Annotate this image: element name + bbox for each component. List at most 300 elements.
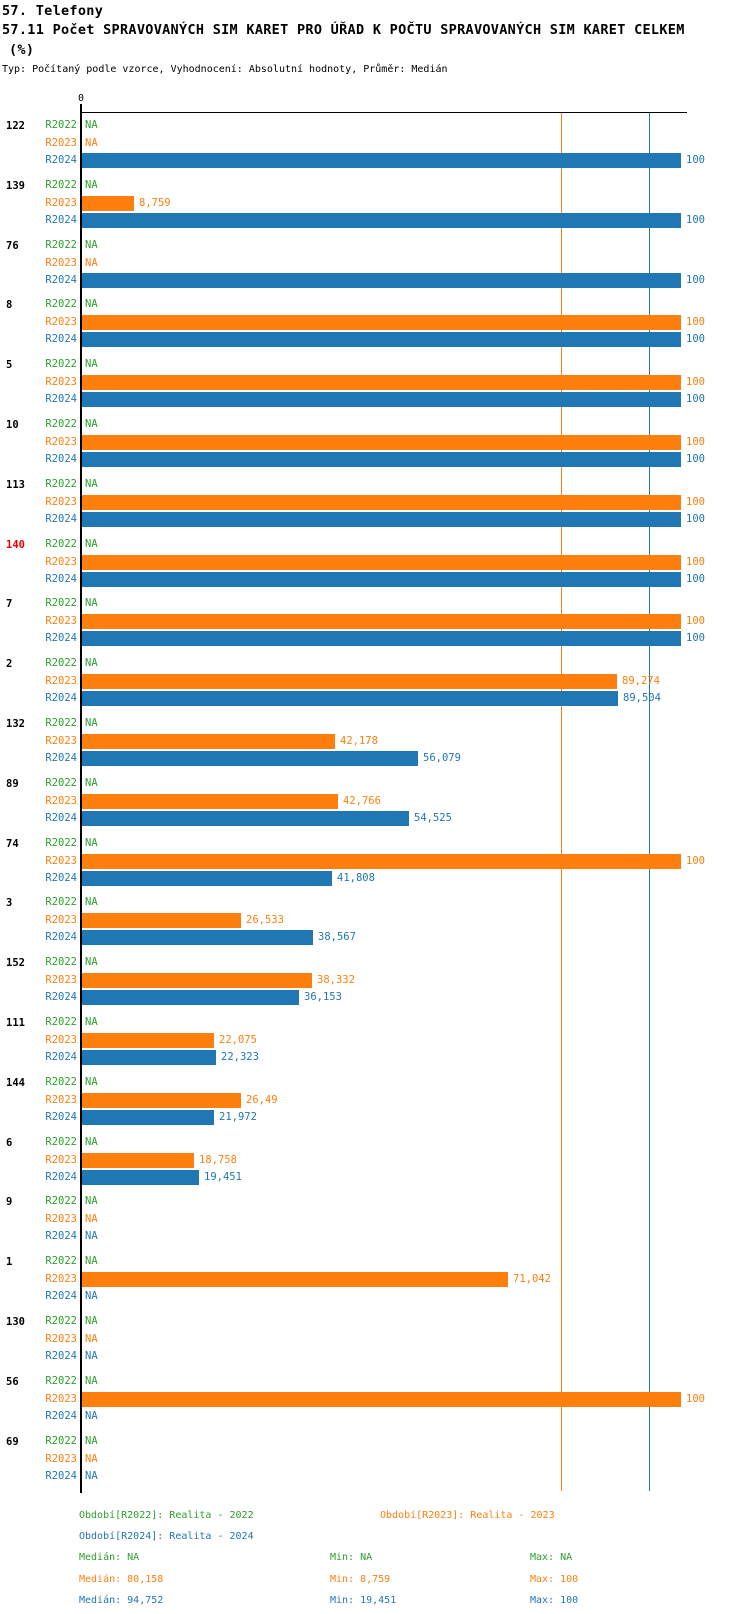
bar-row-R2024	[0, 392, 750, 407]
bar-row-R2023	[0, 794, 750, 809]
na-label: NA	[85, 1453, 98, 1465]
group-id-label: 3	[6, 897, 13, 909]
bar-row-R2023	[0, 1033, 750, 1048]
group-id-label: 1	[6, 1256, 13, 1268]
value-label: 21,972	[219, 1111, 257, 1123]
bar-row-R2024	[0, 751, 750, 766]
value-bar	[82, 1093, 241, 1108]
na-label: NA	[85, 1435, 98, 1447]
year-tick-label: R2023	[45, 197, 77, 209]
value-bar	[82, 871, 332, 886]
year-tick-label: R2023	[45, 1453, 77, 1465]
bar-row-R2024	[0, 1050, 750, 1065]
year-tick-label: R2022	[45, 837, 77, 849]
value-bar	[82, 1392, 681, 1407]
bar-row-R2024	[0, 1349, 750, 1364]
value-label: 41,808	[337, 872, 375, 884]
year-tick-label: R2022	[45, 1375, 77, 1387]
bar-row-R2024	[0, 1289, 750, 1304]
value-bar	[82, 691, 618, 706]
bar-row-R2022	[0, 1075, 750, 1090]
group-id-label: 9	[6, 1196, 13, 1208]
bar-group-144	[0, 1075, 750, 1127]
value-bar	[82, 751, 418, 766]
bar-group-74	[0, 836, 750, 888]
na-label: NA	[85, 179, 98, 191]
bar-row-R2022	[0, 1135, 750, 1150]
value-label: 100	[686, 376, 705, 388]
group-id-label: 8	[6, 299, 13, 311]
bar-row-R2022	[0, 118, 750, 133]
value-bar	[82, 913, 241, 928]
bar-group-8	[0, 297, 750, 349]
value-label: 100	[686, 316, 705, 328]
value-bar	[82, 1033, 214, 1048]
year-tick-label: R2023	[45, 556, 77, 568]
bar-row-R2023	[0, 435, 750, 450]
na-label: NA	[85, 597, 98, 609]
bar-group-2	[0, 656, 750, 708]
na-label: NA	[85, 1350, 98, 1362]
na-label: NA	[85, 1290, 98, 1302]
bar-row-R2024	[0, 691, 750, 706]
value-label: 100	[686, 513, 705, 525]
year-tick-label: R2023	[45, 1333, 77, 1345]
bar-row-R2023	[0, 854, 750, 869]
value-bar	[82, 572, 681, 587]
bar-group-111	[0, 1015, 750, 1067]
value-bar	[82, 153, 681, 168]
year-tick-label: R2022	[45, 717, 77, 729]
na-label: NA	[85, 717, 98, 729]
year-tick-label: R2024	[45, 1051, 77, 1063]
stat-max-R2024: Max: 100	[530, 1595, 579, 1606]
bar-row-R2022	[0, 1314, 750, 1329]
stat-max-R2023: Max: 100	[530, 1573, 579, 1585]
group-id-label: 10	[6, 419, 19, 431]
year-tick-label: R2022	[45, 1435, 77, 1447]
value-bar	[82, 495, 681, 510]
year-tick-label: R2022	[45, 119, 77, 131]
group-id-label: 89	[6, 778, 19, 790]
value-bar	[82, 1272, 508, 1287]
value-label: 56,079	[423, 752, 461, 764]
year-tick-label: R2023	[45, 1213, 77, 1225]
value-label: 38,332	[317, 974, 355, 986]
stat-max-R2022: Max: NA	[530, 1552, 573, 1563]
bar-row-R2023	[0, 495, 750, 510]
value-label: 100	[686, 632, 705, 644]
bar-row-R2024	[0, 512, 750, 527]
bar-group-10	[0, 417, 750, 469]
value-bar	[82, 452, 681, 467]
year-tick-label: R2023	[45, 496, 77, 508]
bar-row-R2024	[0, 811, 750, 826]
bar-group-3	[0, 895, 750, 947]
bar-row-R2024	[0, 572, 750, 587]
na-label: NA	[85, 657, 98, 669]
na-label: NA	[85, 418, 98, 430]
group-id-label: 132	[6, 718, 25, 730]
value-label: 100	[686, 214, 705, 226]
value-bar	[82, 734, 335, 749]
value-label: 54,525	[414, 812, 452, 824]
bar-row-R2022	[0, 716, 750, 731]
year-tick-label: R2024	[45, 1111, 77, 1123]
value-label: 71,042	[513, 1273, 551, 1285]
stat-median-R2022: Medián: NA	[79, 1552, 140, 1563]
bar-row-R2022	[0, 537, 750, 552]
page-title: 57. Telefony	[2, 3, 104, 19]
value-label: 100	[686, 453, 705, 465]
chart-title-unit: (%)	[9, 42, 35, 58]
value-bar	[82, 1110, 214, 1125]
bar-group-69	[0, 1434, 750, 1486]
year-tick-label: R2024	[45, 931, 77, 943]
year-tick-label: R2022	[45, 358, 77, 370]
year-tick-label: R2022	[45, 478, 77, 490]
year-tick-label: R2023	[45, 1034, 77, 1046]
value-label: 100	[686, 573, 705, 585]
value-label: 18,758	[199, 1154, 237, 1166]
stat-median-R2024: Medián: 94,752	[79, 1595, 164, 1606]
year-tick-label: R2024	[45, 991, 77, 1003]
year-tick-label: R2024	[45, 214, 77, 226]
na-label: NA	[85, 137, 98, 149]
year-tick-label: R2024	[45, 1350, 77, 1362]
year-tick-label: R2022	[45, 1315, 77, 1327]
na-label: NA	[85, 1136, 98, 1148]
na-label: NA	[85, 358, 98, 370]
value-label: 26,533	[246, 914, 284, 926]
group-id-label: 122	[6, 120, 25, 132]
bar-group-140	[0, 537, 750, 589]
stat-median-R2023: Medián: 80,158	[79, 1573, 164, 1585]
bar-group-9	[0, 1194, 750, 1246]
na-label: NA	[85, 1195, 98, 1207]
bar-row-R2024	[0, 990, 750, 1005]
na-label: NA	[85, 538, 98, 550]
group-id-label: 130	[6, 1316, 25, 1328]
value-label: 100	[686, 154, 705, 166]
group-id-label: 76	[6, 240, 19, 252]
value-label: 36,153	[304, 991, 342, 1003]
na-label: NA	[85, 1230, 98, 1242]
stat-min-R2022: Min: NA	[330, 1552, 373, 1563]
bar-row-R2024	[0, 1469, 750, 1484]
value-label: 19,451	[204, 1171, 242, 1183]
value-bar	[82, 614, 681, 629]
bar-row-R2023	[0, 196, 750, 211]
year-tick-label: R2022	[45, 418, 77, 430]
bar-row-R2022	[0, 178, 750, 193]
year-tick-label: R2024	[45, 513, 77, 525]
na-label: NA	[85, 239, 98, 251]
value-bar	[82, 196, 134, 211]
value-label: 100	[686, 615, 705, 627]
value-bar	[82, 213, 681, 228]
year-tick-label: R2023	[45, 316, 77, 328]
bar-row-R2024	[0, 213, 750, 228]
bar-row-R2024	[0, 631, 750, 646]
year-tick-label: R2022	[45, 179, 77, 191]
year-tick-label: R2024	[45, 573, 77, 585]
group-id-label: 139	[6, 180, 25, 192]
year-tick-label: R2023	[45, 974, 77, 986]
bar-row-R2023	[0, 973, 750, 988]
bar-row-R2022	[0, 1015, 750, 1030]
year-tick-label: R2022	[45, 1195, 77, 1207]
bar-row-R2024	[0, 153, 750, 168]
bar-rows-container	[0, 118, 750, 1508]
year-tick-label: R2022	[45, 1255, 77, 1267]
year-tick-label: R2024	[45, 752, 77, 764]
value-bar	[82, 811, 409, 826]
bar-row-R2022	[0, 895, 750, 910]
year-tick-label: R2023	[45, 615, 77, 627]
na-label: NA	[85, 1375, 98, 1387]
na-label: NA	[85, 1333, 98, 1345]
x-axis-line	[81, 112, 687, 113]
value-label: 26,49	[246, 1094, 278, 1106]
group-id-label: 152	[6, 957, 25, 969]
value-label: 8,759	[139, 197, 171, 209]
na-label: NA	[85, 1470, 98, 1482]
value-label: 100	[686, 274, 705, 286]
year-tick-label: R2024	[45, 453, 77, 465]
value-label: 42,178	[340, 735, 378, 747]
value-bar	[82, 854, 681, 869]
na-label: NA	[85, 896, 98, 908]
year-tick-label: R2024	[45, 1171, 77, 1183]
legend-period-R2023: Období[R2023]: Realita - 2023	[380, 1510, 555, 1521]
value-label: 100	[686, 855, 705, 867]
value-bar	[82, 930, 313, 945]
group-id-label: 5	[6, 359, 13, 371]
year-tick-label: R2024	[45, 692, 77, 704]
year-tick-label: R2022	[45, 298, 77, 310]
legend-period-R2022: Období[R2022]: Realita - 2022	[79, 1510, 254, 1521]
value-label: 89,274	[622, 675, 660, 687]
year-tick-label: R2022	[45, 777, 77, 789]
legend-period-R2024: Období[R2024]: Realita - 2024	[79, 1531, 254, 1542]
year-tick-label: R2023	[45, 1154, 77, 1166]
bar-row-R2022	[0, 357, 750, 372]
na-label: NA	[85, 478, 98, 490]
year-tick-label: R2022	[45, 597, 77, 609]
bar-row-R2023	[0, 136, 750, 151]
bar-row-R2022	[0, 1434, 750, 1449]
group-id-label: 56	[6, 1376, 19, 1388]
year-tick-label: R2024	[45, 1410, 77, 1422]
year-tick-label: R2023	[45, 1273, 77, 1285]
value-bar	[82, 973, 312, 988]
year-tick-label: R2024	[45, 274, 77, 286]
na-label: NA	[85, 119, 98, 131]
na-label: NA	[85, 1213, 98, 1225]
bar-row-R2022	[0, 596, 750, 611]
na-label: NA	[85, 1076, 98, 1088]
chart-meta-line: Typ: Počítaný podle vzorce, Vyhodnocení: Absolutní hodnoty, Průměr: Medián	[2, 64, 448, 75]
bar-group-132	[0, 716, 750, 768]
value-label: 100	[686, 393, 705, 405]
value-bar	[82, 631, 681, 646]
group-id-label: 7	[6, 598, 13, 610]
bar-row-R2022	[0, 656, 750, 671]
group-id-label: 2	[6, 658, 13, 670]
group-id-label: 144	[6, 1077, 25, 1089]
group-id-label: 140	[6, 539, 25, 551]
bar-group-152	[0, 955, 750, 1007]
year-tick-label: R2024	[45, 333, 77, 345]
bar-row-R2022	[0, 1254, 750, 1269]
bar-row-R2024	[0, 1110, 750, 1125]
year-tick-label: R2024	[45, 632, 77, 644]
bar-group-56	[0, 1374, 750, 1426]
value-label: 89,504	[623, 692, 661, 704]
group-id-label: 74	[6, 838, 19, 850]
bar-group-113	[0, 477, 750, 529]
year-tick-label: R2024	[45, 872, 77, 884]
value-label: 100	[686, 436, 705, 448]
bar-row-R2022	[0, 776, 750, 791]
bar-row-R2024	[0, 930, 750, 945]
na-label: NA	[85, 1410, 98, 1422]
bar-group-76	[0, 238, 750, 290]
group-id-label: 69	[6, 1436, 19, 1448]
bar-row-R2024	[0, 452, 750, 467]
group-id-label: 6	[6, 1137, 13, 1149]
bar-row-R2022	[0, 297, 750, 312]
bar-row-R2023	[0, 315, 750, 330]
value-bar	[82, 794, 338, 809]
bar-row-R2023	[0, 1392, 750, 1407]
value-bar	[82, 990, 299, 1005]
bar-group-122	[0, 118, 750, 170]
value-label: 100	[686, 556, 705, 568]
year-tick-label: R2022	[45, 239, 77, 251]
year-tick-label: R2023	[45, 675, 77, 687]
bar-row-R2023	[0, 256, 750, 271]
bar-group-7	[0, 596, 750, 648]
bar-row-R2024	[0, 1409, 750, 1424]
year-tick-label: R2023	[45, 855, 77, 867]
group-id-label: 111	[6, 1017, 25, 1029]
year-tick-label: R2022	[45, 1076, 77, 1088]
value-bar	[82, 332, 681, 347]
year-tick-label: R2023	[45, 376, 77, 388]
na-label: NA	[85, 298, 98, 310]
value-label: 22,323	[221, 1051, 259, 1063]
year-tick-label: R2022	[45, 538, 77, 550]
year-tick-label: R2024	[45, 1290, 77, 1302]
bar-row-R2024	[0, 871, 750, 886]
stat-min-R2024: Min: 19,451	[330, 1595, 397, 1606]
bar-row-R2024	[0, 273, 750, 288]
bar-row-R2023	[0, 614, 750, 629]
bar-row-R2022	[0, 1374, 750, 1389]
na-label: NA	[85, 777, 98, 789]
bar-row-R2023	[0, 375, 750, 390]
bar-row-R2022	[0, 1194, 750, 1209]
year-tick-label: R2023	[45, 257, 77, 269]
value-bar	[82, 435, 681, 450]
year-tick-label: R2023	[45, 137, 77, 149]
value-bar	[82, 555, 681, 570]
value-bar	[82, 392, 681, 407]
value-bar	[82, 512, 681, 527]
x-axis-zero-tick-label: 0	[77, 93, 85, 104]
value-bar	[82, 1050, 216, 1065]
bar-row-R2022	[0, 477, 750, 492]
value-bar	[82, 315, 681, 330]
value-bar	[82, 273, 681, 288]
bar-row-R2023	[0, 1272, 750, 1287]
value-label: 42,766	[343, 795, 381, 807]
value-bar	[82, 1170, 199, 1185]
value-label: 38,567	[318, 931, 356, 943]
na-label: NA	[85, 257, 98, 269]
year-tick-label: R2023	[45, 1094, 77, 1106]
year-tick-label: R2023	[45, 1393, 77, 1405]
bar-row-R2023	[0, 1452, 750, 1467]
bar-group-130	[0, 1314, 750, 1366]
value-bar	[82, 1153, 194, 1168]
bar-row-R2023	[0, 1332, 750, 1347]
value-bar	[82, 674, 617, 689]
year-tick-label: R2022	[45, 1016, 77, 1028]
value-label: 100	[686, 496, 705, 508]
value-label: 100	[686, 333, 705, 345]
bar-row-R2023	[0, 734, 750, 749]
value-label: 100	[686, 1393, 705, 1405]
na-label: NA	[85, 956, 98, 968]
year-tick-label: R2024	[45, 1230, 77, 1242]
bar-row-R2023	[0, 1093, 750, 1108]
value-label: 22,075	[219, 1034, 257, 1046]
chart-title: 57.11 Počet SPRAVOVANÝCH SIM KARET PRO ÚŘAD K POČTU SPRAVOVANÝCH SIM KARET CELKEM	[2, 22, 685, 38]
bar-group-5	[0, 357, 750, 409]
bar-row-R2023	[0, 1212, 750, 1227]
bar-group-1	[0, 1254, 750, 1306]
bar-row-R2024	[0, 1170, 750, 1185]
group-id-label: 113	[6, 479, 25, 491]
bar-row-R2022	[0, 238, 750, 253]
bar-row-R2023	[0, 1153, 750, 1168]
na-label: NA	[85, 1016, 98, 1028]
bar-row-R2024	[0, 332, 750, 347]
na-label: NA	[85, 1255, 98, 1267]
year-tick-label: R2023	[45, 795, 77, 807]
year-tick-label: R2022	[45, 1136, 77, 1148]
year-tick-label: R2024	[45, 812, 77, 824]
bar-group-6	[0, 1135, 750, 1187]
year-tick-label: R2024	[45, 154, 77, 166]
value-bar	[82, 375, 681, 390]
stat-min-R2023: Min: 8,759	[330, 1573, 391, 1585]
year-tick-label: R2022	[45, 657, 77, 669]
year-tick-label: R2023	[45, 436, 77, 448]
year-tick-label: R2024	[45, 1470, 77, 1482]
bar-row-R2023	[0, 674, 750, 689]
year-tick-label: R2022	[45, 956, 77, 968]
bar-group-139	[0, 178, 750, 230]
na-label: NA	[85, 837, 98, 849]
bar-row-R2024	[0, 1229, 750, 1244]
bar-row-R2022	[0, 955, 750, 970]
year-tick-label: R2022	[45, 896, 77, 908]
year-tick-label: R2023	[45, 914, 77, 926]
